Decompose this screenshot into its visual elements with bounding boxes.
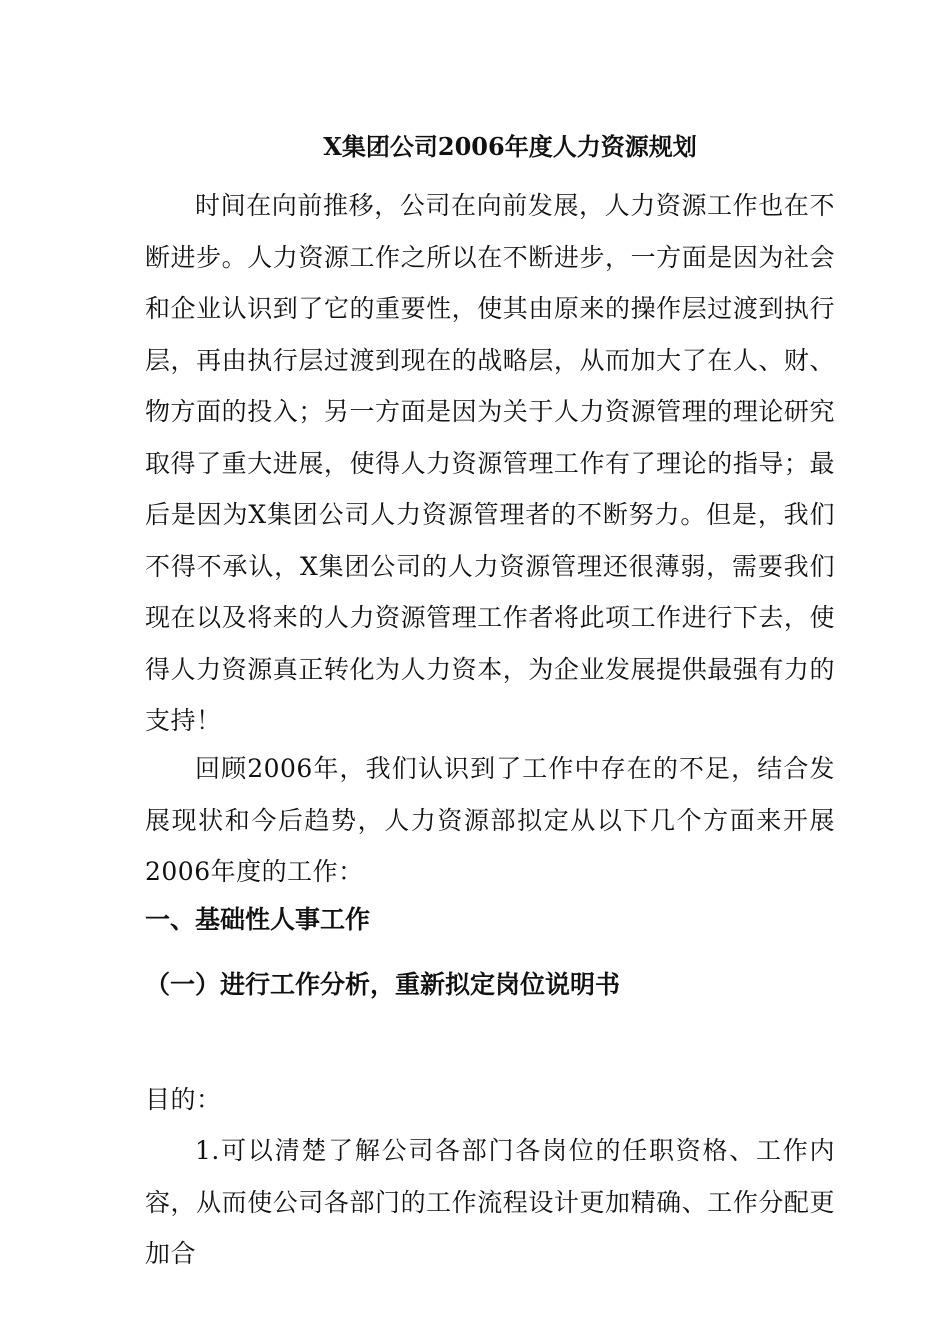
purpose-item-1: 1.可以清楚了解公司各部门各岗位的任职资格、工作内容，从而使公司各部门的工作流程设计更加精确、工作分配更加合 xyxy=(145,1136,835,1268)
intro-paragraph: 时间在向前推移，公司在向前发展，人力资源工作也在不断进步。人力资源工作之所以在不断进步，一方面是因为社会和企业认识到了它的重要性，使其由原来的操作层过渡到执行层，再由执行层过渡到现在的战略层，从而加大了在人、财、物方面的投入；另一方面是因为关于人力资源管理的理论研究取得了重大进展，使得人力资源管理工作有了理论的指导；最后是因为X集团公司人力资源管理者的不断努力。但是，我们不得不承认，X集团公司的人力资源管理还很薄弱，需要我们现在以及将来的人力资源管理工作者将此项工作进行下去，使得人力资源真正转化为人力资本，为企业发展提供最强有力的支持！ xyxy=(145,191,835,735)
purpose-label: 目的： xyxy=(145,1085,222,1114)
section-heading-basic-hr: 一、基础性人事工作 xyxy=(145,905,371,934)
subsection-heading-job-analysis: （一）进行工作分析，重新拟定岗位说明书 xyxy=(145,970,621,999)
review-paragraph: 回顾2006年，我们认识到了工作中存在的不足，结合发展现状和今后趋势，人力资源部拟定从以下几个方面来开展2006年度的工作： xyxy=(145,754,835,886)
document-title: X集团公司2006年度人力资源规划 xyxy=(323,132,697,161)
